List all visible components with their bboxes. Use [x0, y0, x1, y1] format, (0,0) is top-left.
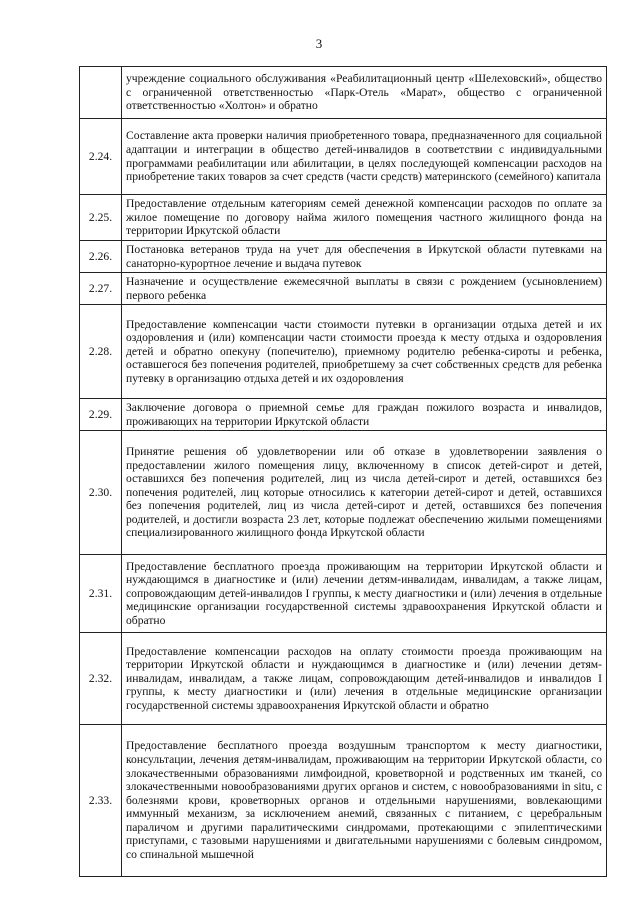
table-row — [80, 555, 607, 633]
row-description: Принятие решения об удовлетворении или об отказе в удовлетворении заявления о предоставлении жилого помещения лицу, включенному в список детей-сирот и детей, оставшихся без попечения родителей, лиц из числа детей-сирот и детей, оставшихся без попечения родителей, лиц которые относились к категории детей-сирот и детей, оставшихся без попечения родителей, лиц из числа детей-сирот и детей, оставшихся без попечения родителей, и достигли возраста 23 лет, которые подлежат обеспечению жилыми помещениями специализированного жилищного фонда Иркутской области — [122, 431, 607, 555]
table-row — [80, 305, 607, 399]
row-number: 2.30. — [80, 431, 122, 555]
table-row — [80, 431, 607, 555]
table-row — [80, 67, 607, 119]
row-number: 2.24. — [80, 119, 122, 195]
row-number: 2.31. — [80, 555, 122, 633]
page-number: 3 — [315, 36, 323, 51]
row-number: 2.28. — [80, 305, 122, 399]
table-row — [80, 273, 607, 305]
table-row — [80, 195, 607, 241]
row-description: Предоставление компенсации расходов на оплату стоимости проезда проживающим на территории Иркутской области и нуждающимся в диагностике и (или) лечении детям-инвалидам, инвалидам, а также лицам, сопровождающим детей-инвалидов и инвалидов I группы, к месту диагностики и (или) лечения в отдельные медицинские организации государственной системы здравоохранения Иркутской области и обратно — [122, 633, 607, 725]
table-row — [80, 633, 607, 725]
row-number — [80, 67, 122, 119]
row-number: 2.25. — [80, 195, 122, 241]
table-row — [80, 241, 607, 273]
row-number: 2.32. — [80, 633, 122, 725]
row-description: Составление акта проверки наличия приобретенного товара, предназначенного для социальной адаптации и интеграции в общество детей-инвалидов в соответствии с индивидуальными программами реабилитации или абилитации, в целях последующей компенсации расходов на приобретение таких товаров за счет средств (части средств) материнского (семейного) капитала — [122, 119, 607, 195]
services-table-body — [80, 67, 607, 877]
row-number: 2.33. — [80, 725, 122, 877]
row-description: Назначение и осуществление ежемесячной выплаты в связи с рождением (усыновлением) первого ребенка — [122, 273, 607, 305]
row-number: 2.29. — [80, 399, 122, 431]
row-description: Предоставление отдельным категориям семей денежной компенсации расходов по оплате за жилое помещение по договору найма жилого помещения частного жилищного фонда на территории Иркутской области — [122, 195, 607, 241]
row-number: 2.27. — [80, 273, 122, 305]
row-description: учреждение социального обслуживания «Реабилитационный центр «Шелеховский», общество с ограниченной ответственностью «Парк-Отель «Марат», общество с ограниченной ответственностью «Холтон» и обратно — [122, 67, 607, 119]
table-row — [80, 725, 607, 877]
row-description: Предоставление бесплатного проезда проживающим на территории Иркутской области и нуждающимся в диагностике и (или) лечении детям-инвалидам, инвалидам, а также лицам, сопровождающим детей-инвалидов I группы, к месту диагностики и (или) лечения в отдельные медицинские организации государственной системы здравоохранения Иркутской области и обратно — [122, 555, 607, 633]
row-description: Предоставление бесплатного проезда воздушным транспортом к месту диагностики, консультации, лечения детям-инвалидам, проживающим на территории Иркутской области, со злокачественными образованиями лимфоидной, кроветворной и родственных им тканей, со злокачественными новообразованиями других органов и систем, с новообразованиями in situ, с болезнями крови, кроветворных органов и отдельными нарушениями, вовлекающими иммунный механизм, за исключением анемий, связанных с питанием, с церебральным параличом и другими паралитическими синдромами, протекающими с эпилептическими приступами, с тазовыми нарушениями и двигательными нарушениями с болевым синдромом, со спинальной мышечной — [122, 725, 607, 877]
row-description: Постановка ветеранов труда на учет для обеспечения в Иркутской области путевками на санаторно-курортное лечение и выдача путевок — [122, 241, 607, 273]
row-number: 2.26. — [80, 241, 122, 273]
row-description: Предоставление компенсации части стоимости путевки в организации отдыха детей и их оздоровления и (или) компенсации части стоимости проезда к месту отдыха и оздоровления детей и обратно опекуну (попечителю), приемному родителю ребенка-сироты и ребенка, оставшегося без попечения родителей, приобретшему за счет собственных средств для ребенка путевку в организацию отдыха детей и их оздоровления — [122, 305, 607, 399]
row-description: Заключение договора о приемной семье для граждан пожилого возраста и инвалидов, проживающих на территории Иркутской области — [122, 399, 607, 431]
services-table — [79, 66, 607, 877]
table-row — [80, 119, 607, 195]
table-row — [80, 399, 607, 431]
